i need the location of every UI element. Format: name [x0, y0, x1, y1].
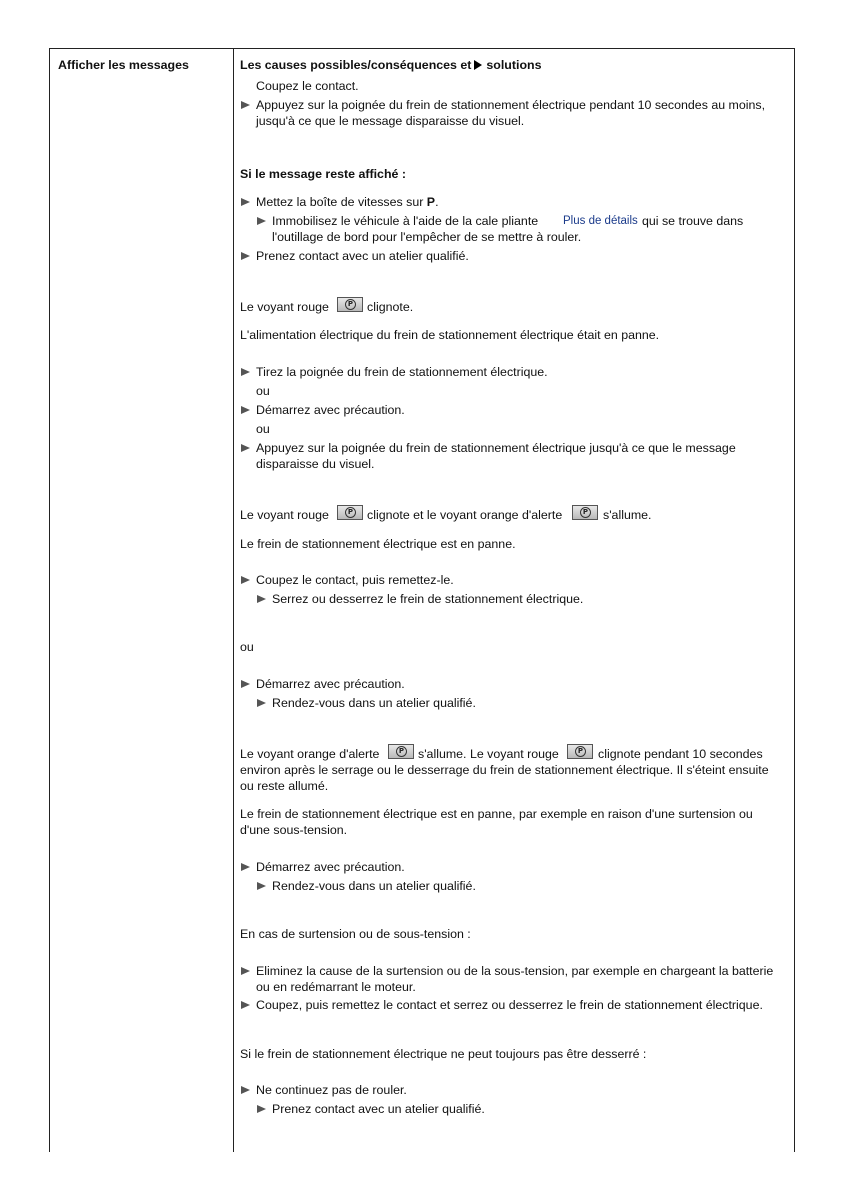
- heading-message-remains: Si le message reste affiché :: [240, 167, 406, 181]
- or-text: ou: [240, 640, 254, 654]
- gear-p-letter: P: [426, 195, 436, 209]
- parking-letter: P: [345, 507, 356, 518]
- bullet-arrow-icon: [241, 368, 250, 376]
- step-apply-release: Serrez ou desserrez le frein de stationnement électrique.: [272, 592, 584, 606]
- step-switch-off-ignition: Coupez le contact.: [256, 79, 359, 93]
- table-left-border: [49, 48, 50, 1152]
- red-light-text-a: Le voyant rouge: [240, 300, 329, 314]
- or-text: ou: [256, 384, 270, 398]
- bullet-arrow-icon: [241, 101, 250, 109]
- step-contact-workshop: Prenez contact avec un atelier qualifié.: [256, 249, 469, 263]
- bullet-arrow-icon: [257, 882, 266, 890]
- step-stop-driving: Ne continuez pas de rouler.: [256, 1083, 407, 1097]
- red-orange-text-c: s'allume.: [603, 508, 652, 522]
- brake-fault-text: Le frein de stationnement électrique est en panne.: [240, 537, 516, 551]
- parking-brake-orange-icon: [572, 505, 598, 520]
- orange-red-text-b: s'allume. Le voyant rouge: [418, 747, 559, 761]
- step-press-until-line2: disparaisse du visuel.: [256, 457, 375, 471]
- table-column-divider: [233, 48, 234, 1152]
- parking-brake-red-icon: [337, 297, 363, 312]
- bullet-arrow-icon: [241, 1001, 250, 1009]
- parking-letter: P: [575, 746, 586, 757]
- bullet-arrow-icon: [257, 1105, 266, 1113]
- or-text: ou: [256, 422, 270, 436]
- step-drive-carefully: Démarrez avec précaution.: [256, 403, 405, 417]
- cannot-release-heading: Si le frein de stationnement électrique ne peut toujours pas être desserré :: [240, 1047, 647, 1061]
- red-light-text-b: clignote.: [367, 300, 414, 314]
- step-gear-p-text: Mettez la boîte de vitesses sur: [256, 195, 427, 209]
- voltage-fault-line2: d'une sous-tension.: [240, 823, 348, 837]
- parking-letter: P: [580, 507, 591, 518]
- step-gear-p-dot: .: [435, 195, 439, 209]
- step-restart-contact: Coupez le contact, puis remettez-le.: [256, 573, 454, 587]
- step-drive-carefully: Démarrez avec précaution.: [256, 677, 405, 691]
- table-right-border: [794, 48, 795, 1152]
- step-drive-carefully: Démarrez avec précaution.: [256, 860, 405, 874]
- column-header-solutions-label: solutions: [486, 58, 542, 72]
- step-eliminate-cause-line1: Eliminez la cause de la surtension ou de la sous-tension, par exemple en chargeant la batterie: [256, 964, 774, 978]
- red-orange-text-a: Le voyant rouge: [240, 508, 329, 522]
- step-pull-handle: Tirez la poignée du frein de stationnement électrique.: [256, 365, 548, 379]
- orange-red-text-a: Le voyant orange d'alerte: [240, 747, 380, 761]
- bullet-arrow-icon: [241, 198, 250, 206]
- power-failure-text: L'alimentation électrique du frein de stationnement électrique était en panne.: [240, 328, 660, 342]
- bullet-arrow-icon: [241, 1086, 250, 1094]
- bullet-arrow-icon: [257, 217, 266, 225]
- parking-brake-orange-icon: [388, 744, 414, 759]
- red-orange-text-b: clignote et le voyant orange d'alerte: [367, 508, 563, 522]
- step-eliminate-cause-line2: ou en redémarrant le moteur.: [256, 980, 416, 994]
- step-press-until-line1: Appuyez sur la poignée du frein de stationnement électrique jusqu'à ce que le message: [256, 441, 736, 455]
- bullet-arrow-icon: [241, 576, 250, 584]
- step-press-handle-line1: Appuyez sur la poignée du frein de stationnement électrique pendant 10 secondes au moins,: [256, 98, 766, 112]
- parking-letter: P: [396, 746, 407, 757]
- step-contact-workshop: Prenez contact avec un atelier qualifié.: [272, 1102, 485, 1116]
- step-immobilise-line1: Immobilisez le véhicule à l'aide de la cale pliante: [272, 214, 539, 228]
- parking-letter: P: [345, 299, 356, 310]
- parking-brake-red-icon: [337, 505, 363, 520]
- voltage-fault-line1: Le frein de stationnement électrique est en panne, par exemple en raison d'une surtension ou: [240, 807, 753, 821]
- bullet-arrow-icon: [257, 699, 266, 707]
- overvoltage-heading: En cas de surtension ou de sous-tension :: [240, 927, 471, 941]
- orange-red-text-d: environ après le serrage ou le desserrage du frein de stationnement électrique. Il s'éteint ensuite: [240, 763, 769, 777]
- step-press-handle-line2: jusqu'à ce que le message disparaisse du visuel.: [256, 114, 525, 128]
- more-details-link[interactable]: Plus de détails: [563, 215, 638, 227]
- step-cycle-contact: Coupez, puis remettez le contact et serrez ou desserrez le frein de stationnement électrique.: [256, 998, 763, 1012]
- bullet-arrow-icon: [241, 863, 250, 871]
- play-triangle-icon: [474, 60, 482, 70]
- step-immobilise-line2: l'outillage de bord pour l'empêcher de se mettre à rouler.: [272, 230, 582, 244]
- orange-red-text-e: ou reste allumé.: [240, 779, 329, 793]
- bullet-arrow-icon: [241, 406, 250, 414]
- bullet-arrow-icon: [241, 967, 250, 975]
- step-visit-workshop: Rendez-vous dans un atelier qualifié.: [272, 696, 476, 710]
- parking-brake-red-icon: [567, 744, 593, 759]
- bullet-arrow-icon: [241, 252, 250, 260]
- orange-red-text-c: clignote pendant 10 secondes: [598, 747, 763, 761]
- column-header-messages: Afficher les messages: [58, 58, 189, 72]
- step-immobilise-line1-end: qui se trouve dans: [642, 214, 744, 228]
- step-gear-p: [256, 195, 439, 210]
- column-header-solutions: [240, 58, 541, 73]
- column-header-causes-label: Les causes possibles/conséquences et: [240, 58, 472, 72]
- step-visit-workshop: Rendez-vous dans un atelier qualifié.: [272, 879, 476, 893]
- bullet-arrow-icon: [241, 444, 250, 452]
- bullet-arrow-icon: [241, 680, 250, 688]
- bullet-arrow-icon: [257, 595, 266, 603]
- table-top-border: [49, 48, 795, 49]
